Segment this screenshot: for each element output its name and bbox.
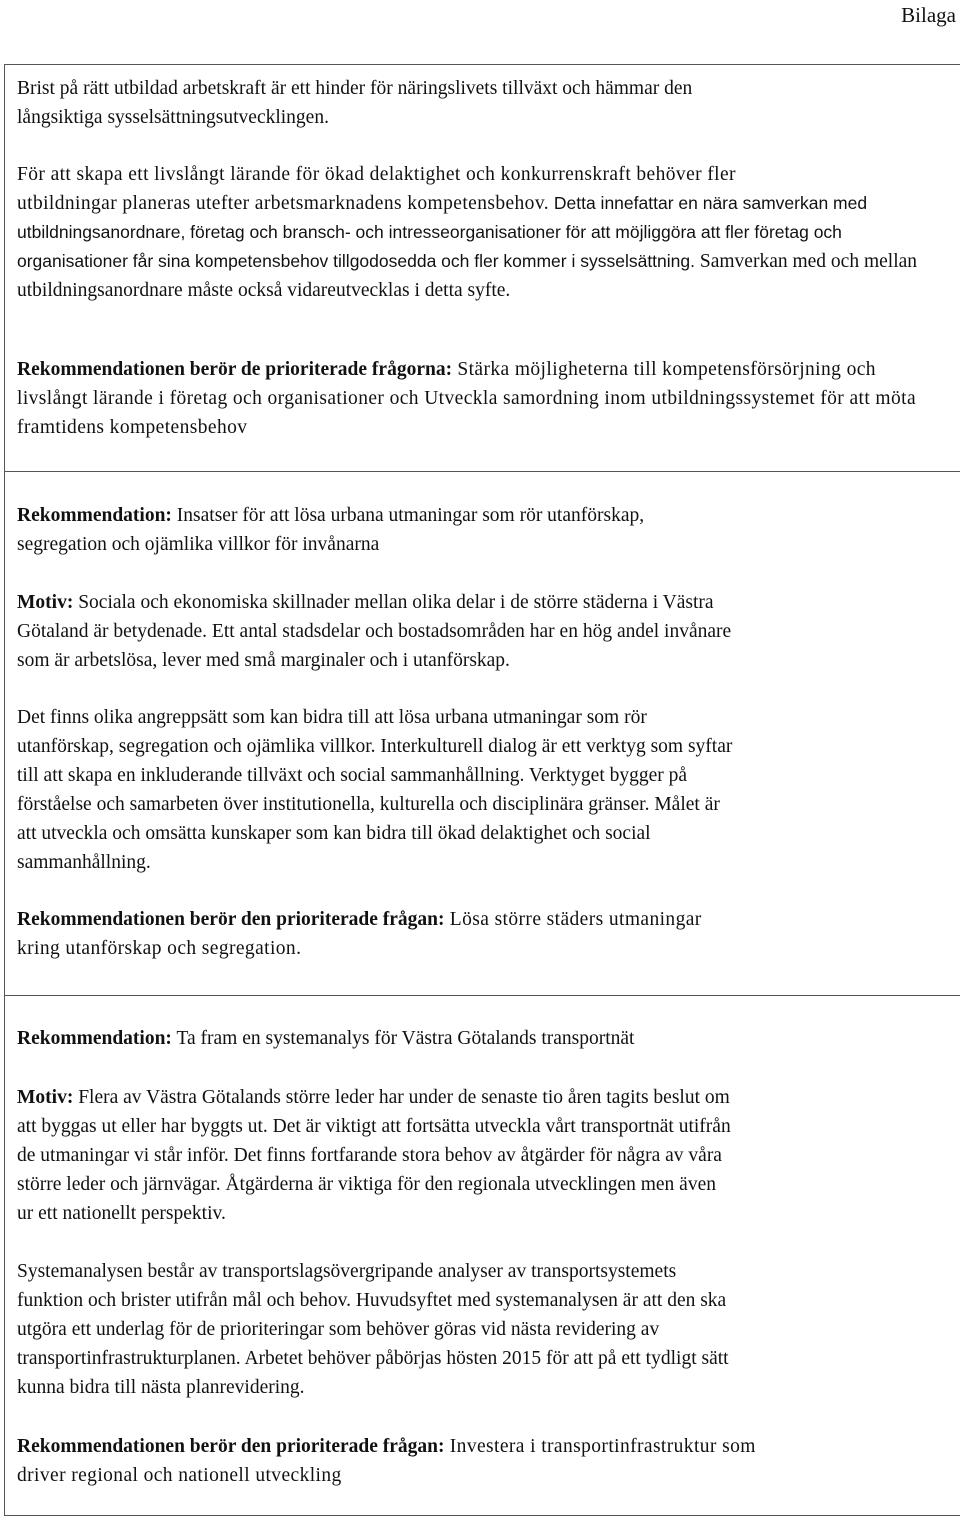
paragraph-approaches: Det finns olika angreppsätt som kan bidra till att lösa urbana utmaningar som rör utanförskap, segregation och ojämlika villkor. Interkulturell dialog är ett verktyg som syftar till att skapa en inkluderande tillväxt och social sammanhållning. Verktyget bygger på förståelse och samarbeten över institutionella, kulturella och disciplinära gränser. Målet är att utveckla och omsätta kunskaper som kan bidra till ökad delaktighet och social sammanhållning. [17,707,733,873]
motive-label: Motiv: [17,592,74,613]
appendix-label: Bilaga [901,3,956,27]
paragraph-recommendation-transport [17,1024,947,1053]
recommendation-label: Rekommendation: [17,505,172,526]
lifelong-learning-cooperation: Detta innefattar en nära samverkan med utbildningsanordnare, företag och bransch- och intresseorganisationer för att möjliggöra att fler företag och organisationer får sina kompetensbehov tillgodosedda och fler kommer i sysselsättning. [17,193,868,271]
recommendation-text: Insatser för att lösa urbana utmaningar som rör utanförskap, segregation och ojämlika villkor för invånarna [17,505,645,555]
recommendation-text: Ta fram en systemanalys för Västra Götalands transportnät [171,1028,635,1049]
paragraph-motive-urban [17,588,947,675]
paragraph-labour-shortage: Brist på rätt utbildad arbetskraft är ett hinder för näringslivets tillväxt och hämmar den långsiktiga sysselsättningsutvecklingen. [17,78,693,128]
recommendation-label: Rekommendation: [17,1028,172,1049]
document-frame [4,64,960,1516]
paragraph-lifelong-learning [17,160,947,305]
paragraph-priority-question-urban [17,905,947,963]
section-divider-2 [5,995,960,996]
priority-label: Rekommendationen berör den prioriterade frågan: [17,909,445,930]
paragraph-priority-questions [17,355,947,442]
motive-text: Sociala och ekonomiska skillnader mellan olika delar i de större städerna i Västra Götaland är betydenade. Ett antal stadsdelar och bostadsområden har en hög andel invånare som är arbetslösa, lever med små marginaler och i utanförskap. [17,592,732,671]
lifelong-learning-intro: För att skapa ett livslångt lärande för ökad delaktighet och konkurrenskraft behöver fler utbildningar planeras utefter arbetsmarknadens kompetensbehov. [17,164,736,214]
paragraph-motive-transport [17,1083,947,1228]
priority-label: Rekommendationen berör de prioriterade frågorna: [17,359,453,380]
motive-text: Flera av Västra Götalands större leder har under de senaste tio åren tagits beslut om att byggas ut eller har byggts ut. Det är viktigt att fortsätta utveckla vårt transportnät utifrån de utmaningar vi står inför. Det finns fortfarande stora behov av åtgärder för några av våra större leder och järnvägar. Åtgärderna är viktiga för den regionala utvecklingen men även ur ett nationellt perspektiv. [17,1087,731,1224]
motive-label: Motiv: [17,1087,74,1108]
paragraph-priority-question-transport [17,1432,947,1490]
priority-text: Lösa större städers utmaningar kring utanförskap och segregation. [17,909,702,959]
lifelong-learning-development: Samverkan med och mellan utbildningsanordnare måste också vidareutvecklas i detta syfte. [17,251,918,301]
paragraph-recommendation-urban [17,501,947,559]
priority-text: Stärka möjligheterna till kompetensförsörjning och livslångt lärande i företag och organisationer och Utveckla samordning inom utbildningssystemet för att möta framtidens kompetensbehov [17,359,917,438]
priority-label: Rekommendationen berör den prioriterade frågan: [17,1436,445,1457]
paragraph-system-analysis: Systemanalysen består av transportslagsövergripande analyser av transportsystemets funktion och brister utifrån mål och behov. Huvudsyftet med systemanalysen är att den ska utgöra ett underlag för de prioriteringar som behöver göras vid nästa revidering av transportinfrastrukturplanen. Arbetet behöver påbörjas hösten 2015 för att på ett tydligt sätt kunna bidra till nästa planrevidering. [17,1261,729,1398]
section-divider-1 [5,471,960,472]
priority-text: Investera i transportinfrastruktur som driver regional och nationell utveckling [17,1436,756,1486]
